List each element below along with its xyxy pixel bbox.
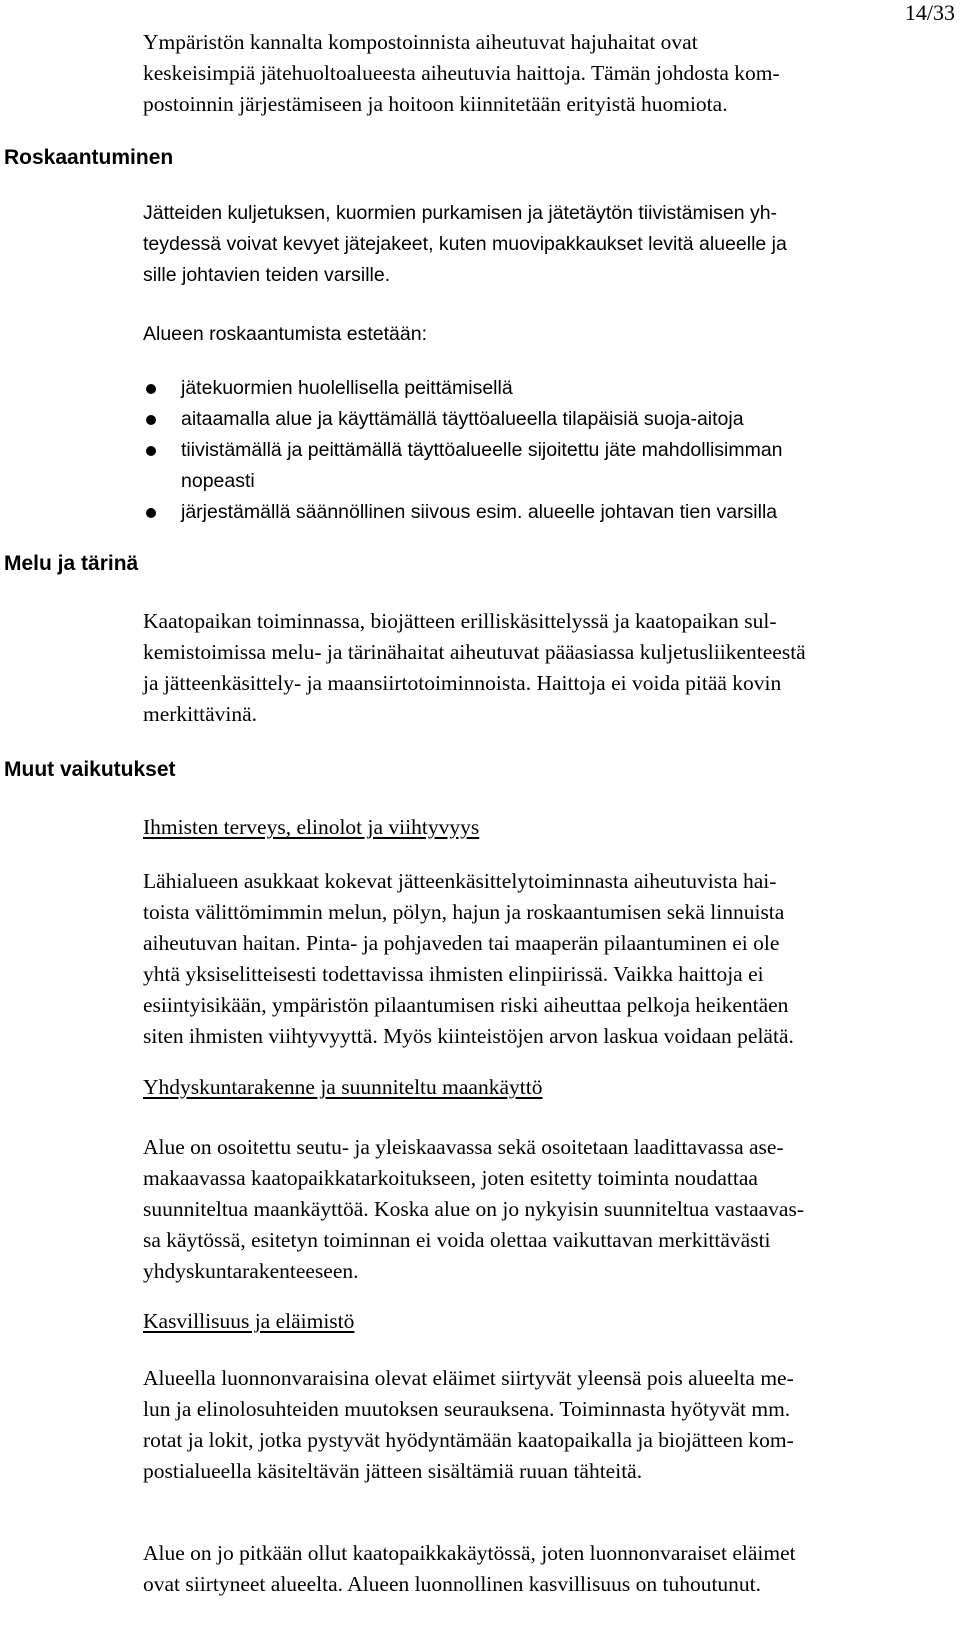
section-heading-melu: Melu ja tärinä (4, 552, 139, 575)
roskaantuminen-bullet-list (143, 373, 960, 528)
text-line: yhtä yksiselitteisesti todettavissa ihmisten elinpiirissä. Vaikka haittoja ei (143, 962, 764, 986)
bullet-item (143, 373, 960, 404)
bullet-item (143, 404, 960, 435)
melu-paragraph (143, 606, 960, 730)
yhdyskuntarakenne-paragraph (143, 1132, 960, 1287)
roskaantuminen-lead (143, 319, 960, 350)
text-line: teydessä voivat kevyet jätejakeet, kuten muovipakkaukset levitä alueelle ja (143, 233, 787, 255)
text-line: lun ja elinolosuhteiden muutoksen seurauksena. Toiminnasta hyötyvät mm. (143, 1397, 791, 1421)
text-line: rotat ja lokit, jotka pystyvät hyödyntämään kaatopaikalla ja biojätteen kom- (143, 1428, 794, 1452)
text-line: kemistoimissa melu- ja tärinähaitat aiheutuvat pääasiassa kuljetusliikenteestä (143, 640, 806, 664)
section-heading-roskaantuminen: Roskaantuminen (4, 146, 174, 169)
text-line: toista välittömimmin melun, pölyn, hajun ja roskaantumisen sekä linnuista (143, 900, 785, 924)
bullet-text: aitaamalla alue ja käyttämällä täyttöalueella tilapäisiä suoja-aitoja (181, 408, 744, 430)
bullet-item (143, 497, 960, 528)
kasvillisuus-paragraph-2 (143, 1538, 960, 1600)
text-line: Ympäristön kannalta kompostoinnista aiheutuvat hajuhaitat ovat (143, 30, 698, 54)
text-line: keskeisimpiä jätehuoltoalueesta aiheutuvia haittoja. Tämän johdosta kom- (143, 61, 780, 85)
roskaantuminen-paragraph (143, 198, 960, 291)
text-line: ja jätteenkäsittely- ja maansiirtotoiminnoista. Haittoja ei voida pitää kovin (143, 671, 782, 695)
bullet-text: järjestämällä säännöllinen siivous esim. alueelle johtavan tien varsilla (181, 501, 778, 523)
text-line: sille johtavien teiden varsille. (143, 264, 391, 286)
text-line: Alue on jo pitkään ollut kaatopaikkakäytössä, joten luonnonvaraiset eläimet (143, 1541, 796, 1565)
text-line: Alueella luonnonvaraisina olevat eläimet siirtyvät yleensä pois alueelta me- (143, 1366, 794, 1390)
bullet-icon (146, 508, 156, 518)
subheading-ihmisten-terveys: Ihmisten terveys, elinolot ja viihtyvyys (143, 815, 480, 839)
bullet-text: nopeasti (181, 470, 255, 492)
subheading-kasvillisuus: Kasvillisuus ja eläimistö (143, 1309, 355, 1333)
text-line: Lähialueen asukkaat kokevat jätteenkäsittelytoiminnasta aiheutuvista hai- (143, 869, 777, 893)
text-line: aiheutuvan haitan. Pinta- ja pohjaveden tai maaperän pilaantuminen ei ole (143, 931, 780, 955)
bullet-text: tiivistämällä ja peittämällä täyttöalueelle sijoitettu jäte mahdollisimman (181, 439, 783, 461)
text-line: makaavassa kaatopaikkatarkoitukseen, joten esitetty toiminta noudattaa (143, 1166, 758, 1190)
text-line: esiintyisikään, ympäristön pilaantumisen riski aiheuttaa pelkoja heikentäen (143, 993, 789, 1017)
bullet-icon (146, 384, 156, 394)
page-number: 14/33 (904, 0, 955, 25)
text-line: Alue on osoitettu seutu- ja yleiskaavassa sekä osoitetaan laadittavassa ase- (143, 1135, 784, 1159)
text-line: Kaatopaikan toiminnassa, biojätteen erilliskäsittelyssä ja kaatopaikan sul- (143, 609, 777, 633)
ihmisten-terveys-paragraph (143, 866, 960, 1052)
subheading-yhdyskuntarakenne: Yhdyskuntarakenne ja suunniteltu maankäyttö (143, 1075, 543, 1099)
section-heading-muut: Muut vaikutukset (4, 758, 176, 781)
bullet-item (143, 435, 960, 497)
bullet-icon (146, 446, 156, 456)
text-line: Jätteiden kuljetuksen, kuormien purkamisen ja jätetäytön tiivistämisen yh- (143, 202, 778, 224)
text-line: postoinnin järjestämiseen ja hoitoon kiinnitetään erityistä huomiota. (143, 92, 728, 116)
text-line: siten ihmisten viihtyvyyttä. Myös kiinteistöjen arvon laskua voidaan pelätä. (143, 1024, 794, 1048)
kasvillisuus-paragraph-1 (143, 1363, 960, 1487)
text-line: yhdyskuntarakenteeseen. (143, 1259, 359, 1283)
intro-paragraph (143, 27, 960, 120)
text-line: ovat siirtyneet alueelta. Alueen luonnollinen kasvillisuus on tuhoutunut. (143, 1572, 762, 1596)
text-line: suunniteltua maankäyttöä. Koska alue on jo nykyisin suunniteltua vastaavas- (143, 1197, 804, 1221)
bullet-text: jätekuormien huolellisella peittämisellä (181, 377, 513, 399)
text-line: Alueen roskaantumista estetään: (143, 323, 428, 345)
text-line: merkittävinä. (143, 702, 258, 726)
text-line: sa käytössä, esitetyn toiminnan ei voida olettaa vaikuttavan merkittävästi (143, 1228, 771, 1252)
bullet-icon (146, 415, 156, 425)
text-line: postialueella käsiteltävän jätteen sisältämiä ruuan tähteitä. (143, 1459, 643, 1483)
